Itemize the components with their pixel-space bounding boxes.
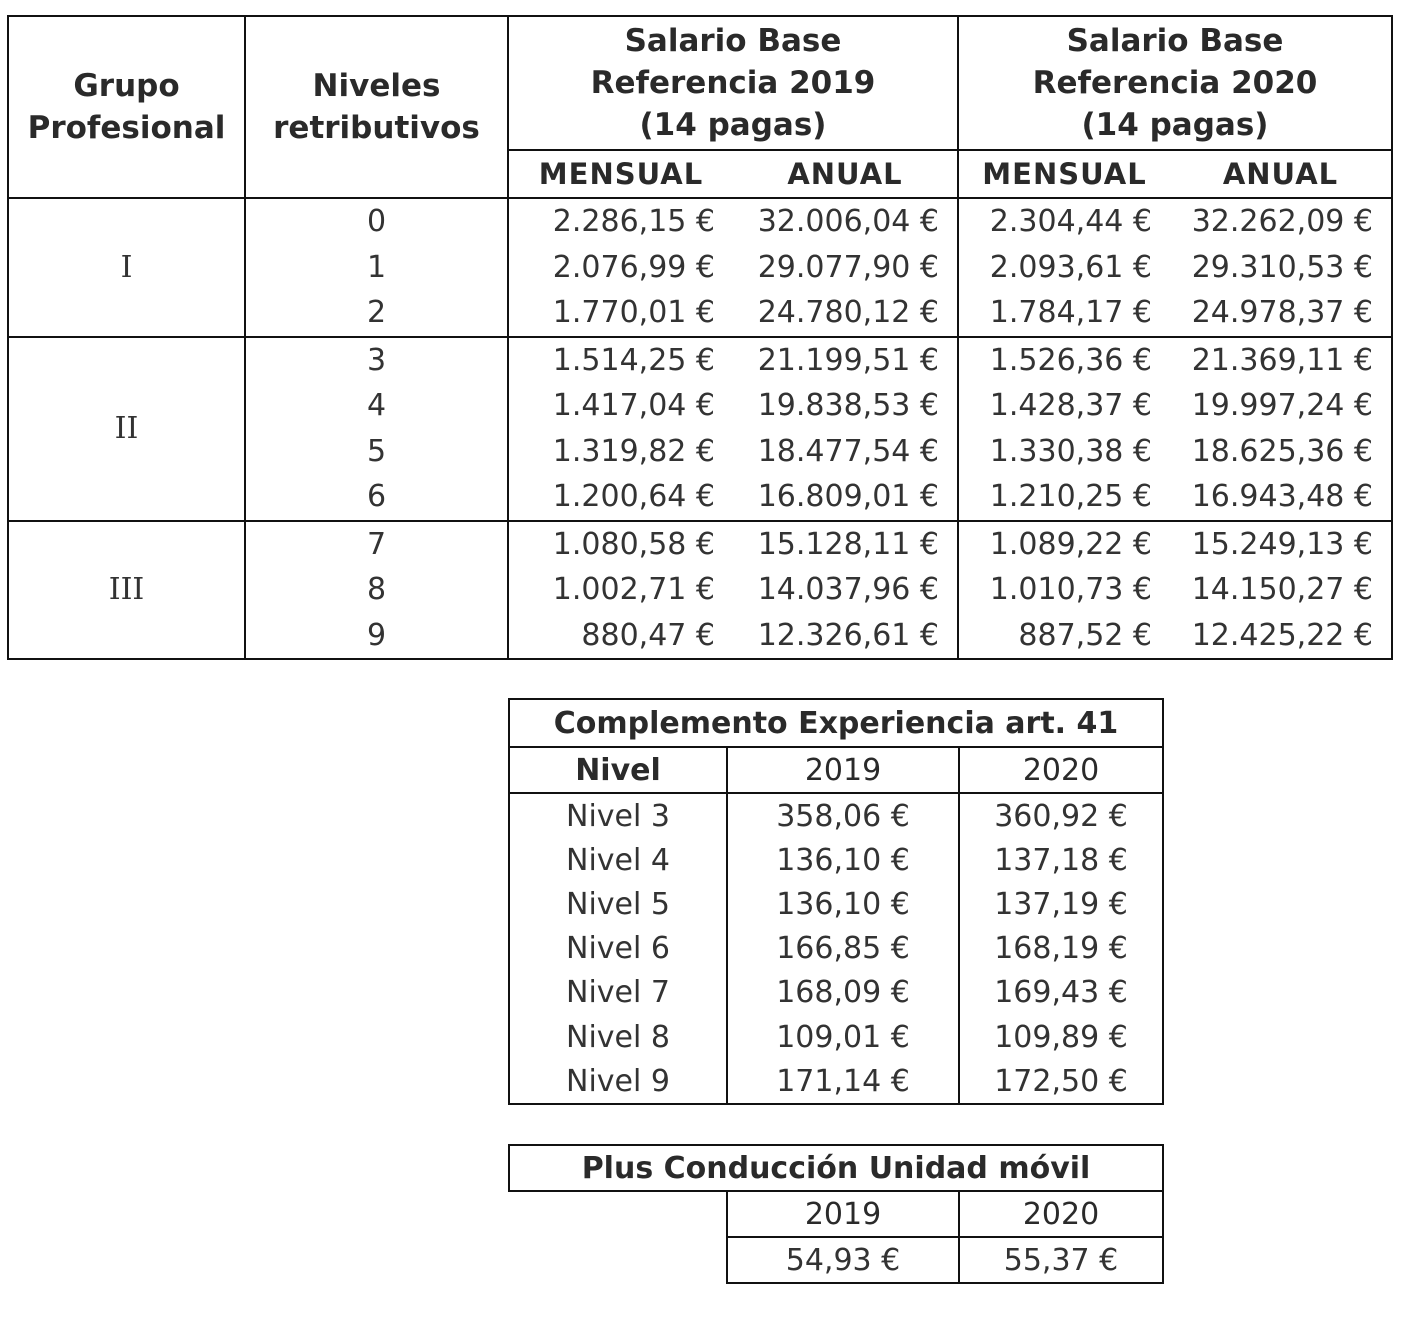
header-niveles-retributivos: Niveles retributivos [245,16,508,198]
table-row [509,882,1163,926]
complemento-2020-cell: 109,89 € [959,1015,1163,1059]
table-row [8,337,1392,384]
anual-2020-cell: 29.310,53 € [1191,249,1373,285]
mensual-2020-cell: 1.784,17 € [958,290,1170,337]
anual-2020-cell: 18.625,36 € [1191,433,1373,469]
table-row [509,1015,1163,1059]
complemento-2019-cell: 168,09 € [727,971,959,1015]
anual-2020-cell: 19.997,24 € [1191,388,1373,424]
mensual-2020-cell: 2.093,61 € [958,245,1170,291]
mensual-2019-cell: 1.200,64 € [508,474,733,521]
complemento-nivel-cell: Nivel 7 [566,975,670,1011]
nivel-cell: 5 [245,429,508,475]
complemento-2020-cell: 137,19 € [959,882,1163,926]
anual-2020-cell: 32.262,09 € [1191,204,1373,240]
header-salario-2020: Salario Base Referencia 2020 (14 pagas) [958,16,1392,150]
mensual-2020-cell: 2.304,44 € [958,198,1170,245]
table-row [509,971,1163,1015]
plus-title: Plus Conducción Unidad móvil [509,1145,1163,1191]
mensual-2019-cell: 880,47 € [508,613,733,660]
complemento-2019-cell: 358,06 € [727,793,959,838]
mensual-2019-cell: 1.514,25 € [508,337,733,384]
salary-base-table [7,15,1393,660]
header-mensual-2020: MENSUAL [958,150,1170,198]
anual-2019-cell: 29.077,90 € [757,249,939,285]
anual-2020-cell: 12.425,22 € [1170,613,1392,660]
mensual-2020-cell: 1.526,36 € [958,337,1170,384]
complemento-2019-cell: 109,01 € [727,1015,959,1059]
header-anual-2019: ANUAL [733,150,958,198]
complemento-2020-cell: 137,18 € [959,838,1163,882]
complemento-nivel-cell: Nivel 3 [566,798,670,834]
anual-2020-cell: 16.943,48 € [1170,474,1392,521]
anual-2019-cell: 12.326,61 € [733,613,958,660]
anual-2020-cell: 15.249,13 € [1191,526,1373,562]
anual-2020-cell: 14.150,27 € [1191,572,1373,608]
anual-2019-cell: 21.199,51 € [757,342,939,378]
table-row [509,927,1163,971]
anual-2019-cell: 15.128,11 € [757,526,939,562]
table-row [8,198,1392,245]
complemento-2019-cell: 136,10 € [727,838,959,882]
plus-header-2020: 2020 [959,1191,1163,1237]
anual-2019-cell: 24.780,12 € [733,290,958,337]
plus-blank-cell [509,1191,727,1283]
complemento-header-nivel: Nivel [509,747,727,793]
complemento-2020-cell: 169,43 € [959,971,1163,1015]
mensual-2020-cell: 1.330,38 € [958,429,1170,475]
anual-2019-cell: 16.809,01 € [733,474,958,521]
mensual-2019-cell: 2.286,15 € [508,198,733,245]
complemento-nivel-cell: Nivel 6 [566,931,670,967]
complemento-2019-cell: 136,10 € [727,882,959,926]
plus-conduccion-table [508,1144,1164,1284]
mensual-2019-cell: 2.076,99 € [508,245,733,291]
complemento-nivel-cell: Nivel 8 [566,1019,670,1055]
complemento-nivel-cell: Nivel 9 [566,1063,670,1099]
complemento-2020-cell: 168,19 € [959,927,1163,971]
mensual-2020-cell: 1.428,37 € [958,383,1170,429]
complemento-header-2020: 2020 [959,747,1163,793]
complemento-2019-cell: 166,85 € [727,927,959,971]
nivel-cell: 2 [245,290,508,337]
complemento-2020-cell: 172,50 € [959,1059,1163,1104]
complemento-nivel-cell: Nivel 4 [566,842,670,878]
complemento-experiencia-table [508,698,1164,1105]
nivel-cell: 6 [245,474,508,521]
header-salario-2019: Salario Base Referencia 2019 (14 pagas) [508,16,958,150]
anual-2019-cell: 18.477,54 € [757,433,939,469]
complemento-nivel-cell: Nivel 5 [566,886,670,922]
mensual-2020-cell: 1.210,25 € [958,474,1170,521]
mensual-2020-cell: 1.089,22 € [958,521,1170,568]
table-row [509,793,1163,838]
table-row [8,521,1392,568]
grupo-cell: I [8,198,245,337]
anual-2020-cell: 24.978,37 € [1170,290,1392,337]
plus-value-2020: 55,37 € [959,1237,1163,1283]
grupo-cell: III [8,521,245,660]
nivel-cell: 8 [245,567,508,613]
nivel-cell: 3 [245,337,508,384]
mensual-2019-cell: 1.080,58 € [508,521,733,568]
header-mensual-2019: MENSUAL [508,150,733,198]
mensual-2020-cell: 887,52 € [958,613,1170,660]
table-row [509,1059,1163,1104]
nivel-cell: 7 [245,521,508,568]
anual-2019-cell: 19.838,53 € [757,388,939,424]
anual-2019-cell: 32.006,04 € [757,204,939,240]
anual-2020-cell: 21.369,11 € [1191,342,1373,378]
header-grupo-profesional: Grupo Profesional [8,16,245,198]
complemento-2019-cell: 171,14 € [727,1059,959,1104]
header-anual-2020: ANUAL [1170,150,1392,198]
complemento-2020-cell: 360,92 € [959,793,1163,838]
grupo-cell: II [8,337,245,521]
mensual-2020-cell: 1.010,73 € [958,567,1170,613]
nivel-cell: 0 [245,198,508,245]
nivel-cell: 1 [245,245,508,291]
table-row [509,838,1163,882]
mensual-2019-cell: 1.002,71 € [508,567,733,613]
mensual-2019-cell: 1.417,04 € [508,383,733,429]
plus-value-2019: 54,93 € [727,1237,959,1283]
nivel-cell: 9 [245,613,508,660]
nivel-cell: 4 [245,383,508,429]
complemento-header-2019: 2019 [727,747,959,793]
anual-2019-cell: 14.037,96 € [757,572,939,608]
complemento-title: Complemento Experiencia art. 41 [509,699,1163,747]
mensual-2019-cell: 1.770,01 € [508,290,733,337]
mensual-2019-cell: 1.319,82 € [508,429,733,475]
plus-header-2019: 2019 [727,1191,959,1237]
